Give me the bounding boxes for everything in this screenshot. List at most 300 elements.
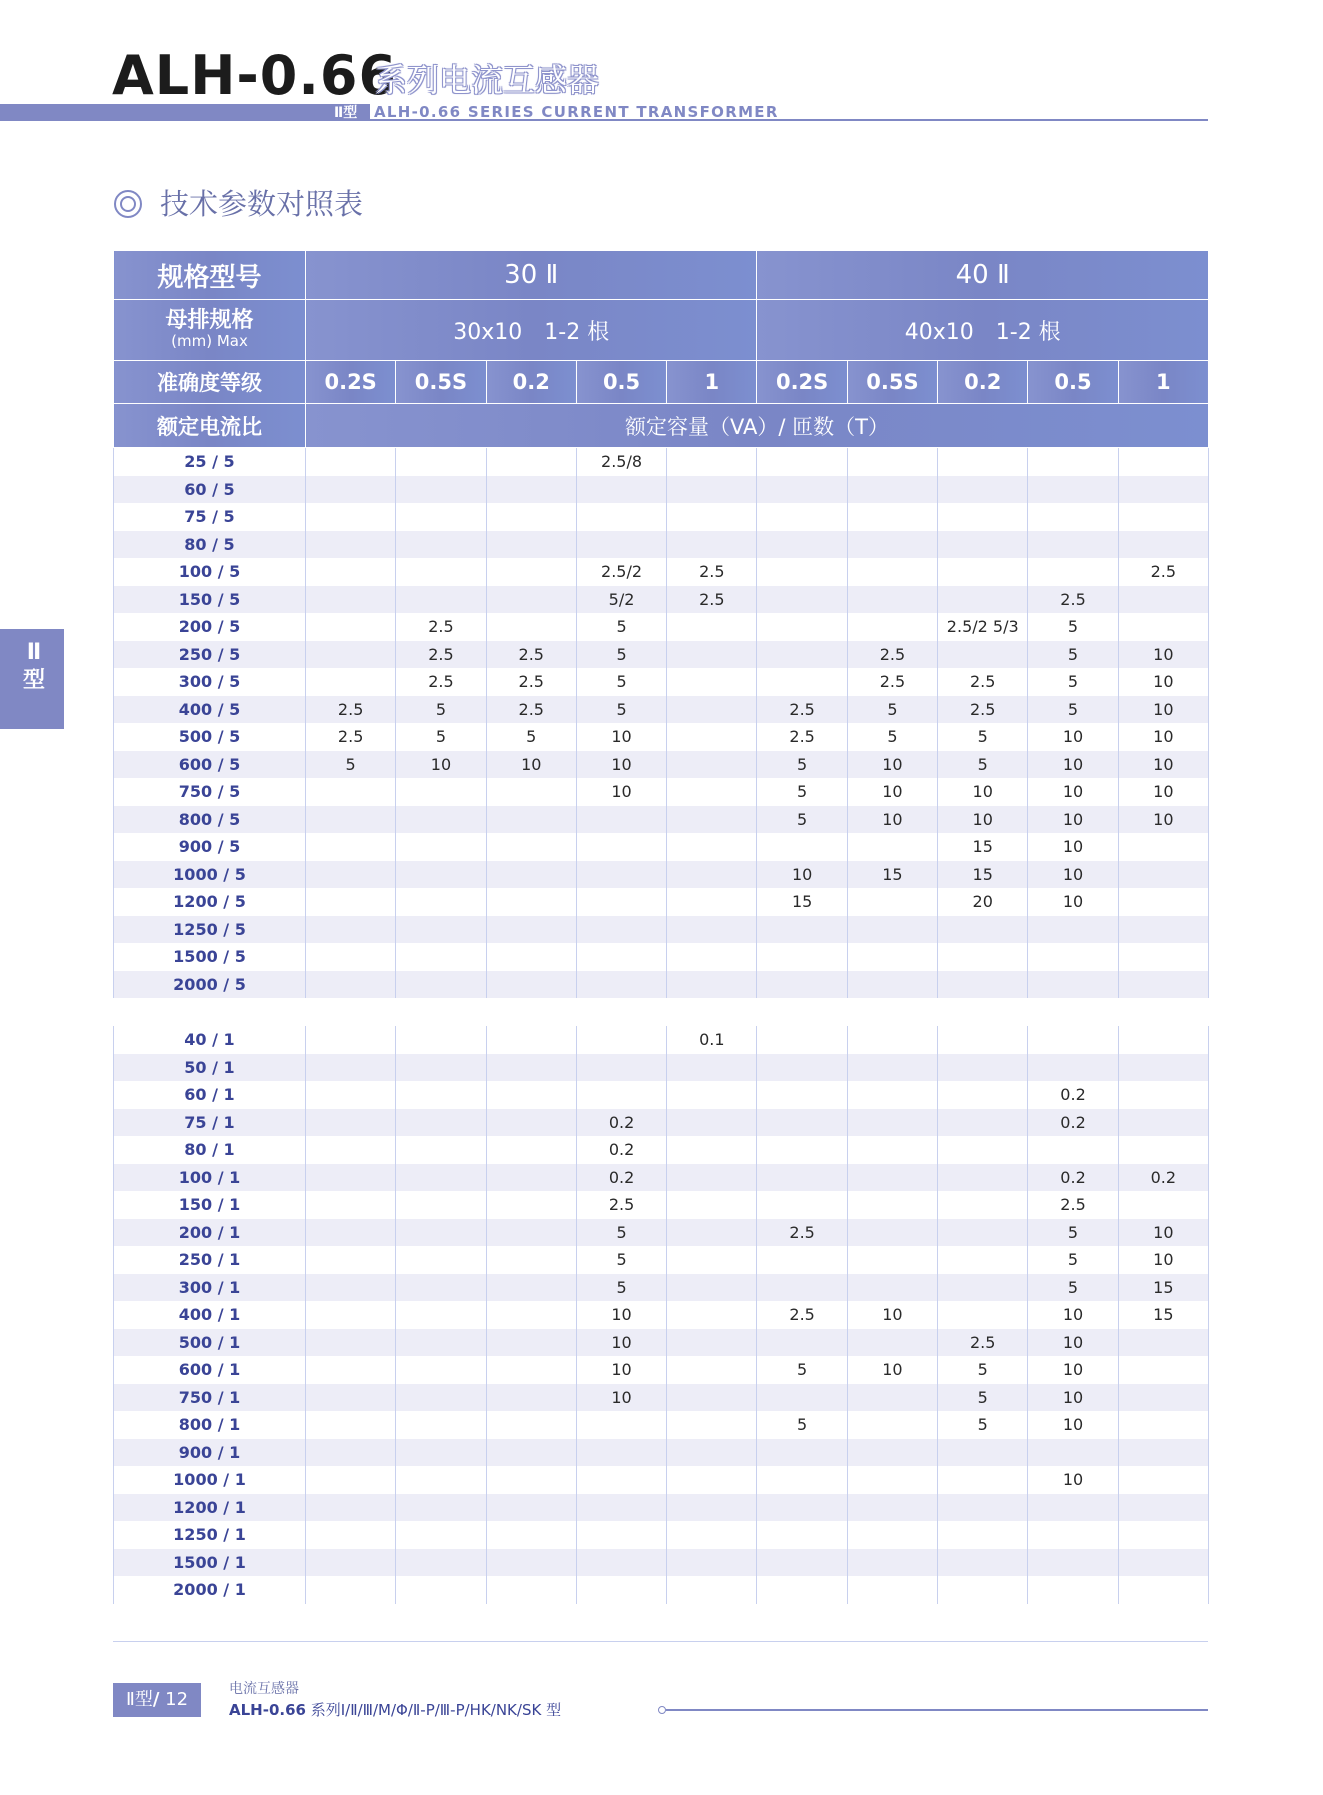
capacity-cell	[757, 558, 847, 586]
capacity-cell	[396, 778, 486, 806]
capacity-cell: 0.2	[1028, 1081, 1118, 1109]
capacity-cell	[396, 1329, 486, 1357]
capacity-cell: 5	[576, 613, 666, 641]
capacity-cell: 2.5/2 5/3	[938, 613, 1028, 641]
capacity-cell	[486, 1466, 576, 1494]
capacity-cell	[306, 861, 396, 889]
capacity-cell	[757, 1494, 847, 1522]
capacity-cell	[486, 943, 576, 971]
capacity-cell	[667, 723, 757, 751]
capacity-cell	[757, 1136, 847, 1164]
capacity-cell	[396, 531, 486, 559]
capacity-cell	[576, 971, 666, 999]
double-circle-icon	[114, 190, 142, 218]
ratio-cell: 60 / 5	[114, 476, 306, 504]
capacity-cell: 10	[757, 861, 847, 889]
capacity-cell	[396, 833, 486, 861]
ratio-cell: 200 / 5	[114, 613, 306, 641]
capacity-cell: 10	[1028, 833, 1118, 861]
page-badge	[113, 1683, 201, 1717]
ratio-cell: 1500 / 5	[114, 943, 306, 971]
table-row	[114, 476, 1209, 504]
capacity-cell	[576, 1054, 666, 1082]
capacity-cell: 2.5	[667, 558, 757, 586]
busbar-label	[114, 300, 306, 361]
capacity-cell: 10	[576, 1356, 666, 1384]
capacity-cell	[938, 943, 1028, 971]
capacity-cell: 5	[1028, 668, 1118, 696]
accuracy-class-cell: 0.2	[938, 361, 1028, 404]
capacity-cell: 5	[757, 806, 847, 834]
capacity-cell	[486, 586, 576, 614]
product-title: ALH-0.66	[112, 44, 398, 107]
capacity-cell	[1028, 971, 1118, 999]
capacity-cell	[1028, 1054, 1118, 1082]
capacity-cell: 5	[1028, 1246, 1118, 1274]
capacity-cell	[938, 1301, 1028, 1329]
table-row	[114, 1164, 1209, 1192]
table-row	[114, 1026, 1209, 1054]
table-row	[114, 723, 1209, 751]
capacity-cell: 10	[1028, 806, 1118, 834]
capacity-cell	[576, 476, 666, 504]
capacity-cell	[667, 1439, 757, 1467]
capacity-cell: 5	[486, 723, 576, 751]
capacity-cell	[306, 943, 396, 971]
capacity-cell	[938, 641, 1028, 669]
capacity-cell	[938, 1274, 1028, 1302]
capacity-cell: 2.5	[306, 696, 396, 724]
capacity-cell	[486, 1439, 576, 1467]
capacity-cell: 5	[757, 1356, 847, 1384]
capacity-cell	[396, 1191, 486, 1219]
accuracy-class-cell: 0.5S	[847, 361, 937, 404]
capacity-cell	[1118, 943, 1208, 971]
capacity-cell	[576, 1081, 666, 1109]
capacity-cell	[486, 1549, 576, 1577]
capacity-cell: 10	[1028, 1301, 1118, 1329]
ratio-cell: 75 / 5	[114, 503, 306, 531]
capacity-cell	[576, 806, 666, 834]
capacity-cell: 5	[757, 751, 847, 779]
capacity-cell	[306, 778, 396, 806]
capacity-cell	[1118, 1329, 1208, 1357]
capacity-cell	[486, 1356, 576, 1384]
capacity-cell	[486, 613, 576, 641]
accuracy-class-cell: 0.5	[1028, 361, 1118, 404]
side-tab	[0, 629, 64, 729]
ratio-cell: 200 / 1	[114, 1219, 306, 1247]
capacity-cell	[306, 503, 396, 531]
capacity-cell	[396, 1274, 486, 1302]
capacity-cell	[1118, 833, 1208, 861]
capacity-cell	[847, 586, 937, 614]
table-row	[114, 1191, 1209, 1219]
capacity-cell	[306, 1329, 396, 1357]
ratio-cell: 300 / 1	[114, 1274, 306, 1302]
capacity-cell	[486, 531, 576, 559]
ratio-cell: 750 / 1	[114, 1384, 306, 1412]
capacity-cell	[938, 916, 1028, 944]
ratio-cell: 40 / 1	[114, 1026, 306, 1054]
capacity-cell	[1118, 916, 1208, 944]
accuracy-class-cell: 0.2	[486, 361, 576, 404]
capacity-cell	[486, 1219, 576, 1247]
capacity-cell: 10	[1028, 1329, 1118, 1357]
accuracy-class-cell: 0.5	[576, 361, 666, 404]
capacity-cell	[667, 1164, 757, 1192]
capacity-cell: 2.5	[576, 1191, 666, 1219]
capacity-cell	[667, 1274, 757, 1302]
ratio-cell: 80 / 1	[114, 1136, 306, 1164]
capacity-cell	[306, 586, 396, 614]
capacity-cell: 10	[576, 751, 666, 779]
ratio-cell: 900 / 1	[114, 1439, 306, 1467]
capacity-cell	[486, 1301, 576, 1329]
capacity-cell	[757, 943, 847, 971]
page-type: Ⅱ型	[125, 1689, 153, 1710]
table-row	[114, 1246, 1209, 1274]
capacity-cell	[667, 888, 757, 916]
table-row	[114, 1081, 1209, 1109]
capacity-cell: 5	[938, 751, 1028, 779]
capacity-cell: 2.5	[757, 1301, 847, 1329]
capacity-cell	[667, 833, 757, 861]
table-row	[114, 1136, 1209, 1164]
capacity-cell	[396, 1549, 486, 1577]
capacity-cell: 5	[757, 1411, 847, 1439]
capacity-cell	[757, 833, 847, 861]
ratio-cell: 250 / 5	[114, 641, 306, 669]
capacity-cell	[938, 1219, 1028, 1247]
capacity-cell	[396, 476, 486, 504]
capacity-cell	[667, 1301, 757, 1329]
capacity-cell	[1118, 1109, 1208, 1137]
capacity-cell: 5	[938, 723, 1028, 751]
footer-series	[229, 1700, 561, 1720]
capacity-cell	[486, 503, 576, 531]
capacity-cell	[1028, 1521, 1118, 1549]
capacity-cell	[757, 613, 847, 641]
ratio-cell: 75 / 1	[114, 1109, 306, 1137]
capacity-cell: 10	[1118, 778, 1208, 806]
capacity-cell	[938, 1054, 1028, 1082]
capacity-cell	[667, 778, 757, 806]
capacity-cell	[667, 1191, 757, 1219]
capacity-cell	[847, 558, 937, 586]
capacity-cell: 5	[1028, 696, 1118, 724]
capacity-cell: 5	[938, 1411, 1028, 1439]
capacity-cell: 5	[576, 1219, 666, 1247]
capacity-cell	[306, 888, 396, 916]
capacity-cell: 10	[847, 1301, 937, 1329]
capacity-cell	[396, 1109, 486, 1137]
capacity-cell: 10	[847, 1356, 937, 1384]
capacity-cell: 10	[486, 751, 576, 779]
capacity-cell	[847, 1466, 937, 1494]
capacity-cell	[486, 1494, 576, 1522]
group-name-40: 40 Ⅱ	[757, 251, 1208, 300]
ratio-cell: 150 / 5	[114, 586, 306, 614]
table-row	[114, 916, 1209, 944]
capacity-cell	[306, 1466, 396, 1494]
capacity-cell	[306, 476, 396, 504]
capacity-cell	[667, 806, 757, 834]
capacity-cell	[847, 1081, 937, 1109]
ratio-cell: 400 / 1	[114, 1301, 306, 1329]
capacity-cell	[667, 1384, 757, 1412]
capacity-cell	[306, 1494, 396, 1522]
ratio-cell: 300 / 5	[114, 668, 306, 696]
capacity-cell	[847, 1109, 937, 1137]
capacity-cell	[306, 1411, 396, 1439]
capacity-cell	[486, 558, 576, 586]
capacity-cell	[306, 1219, 396, 1247]
capacity-cell	[847, 1026, 937, 1054]
capacity-cell	[667, 1356, 757, 1384]
capacity-cell	[1118, 1549, 1208, 1577]
ratio-cell: 1250 / 1	[114, 1521, 306, 1549]
capacity-cell	[1118, 1466, 1208, 1494]
accuracy-class-cell: 1	[667, 361, 757, 404]
capacity-cell	[306, 448, 396, 476]
capacity-cell: 10	[576, 778, 666, 806]
capacity-cell: 10	[1028, 861, 1118, 889]
capacity-cell	[1118, 1439, 1208, 1467]
capacity-cell	[757, 1466, 847, 1494]
ratio-cell: 1500 / 1	[114, 1549, 306, 1577]
capacity-cell	[847, 888, 937, 916]
busbar-label-text: 母排规格	[165, 308, 254, 333]
capacity-cell	[396, 1164, 486, 1192]
capacity-cell: 2.5	[486, 641, 576, 669]
capacity-cell	[1118, 531, 1208, 559]
table-row	[114, 888, 1209, 916]
table-row	[114, 668, 1209, 696]
capacity-cell	[1028, 916, 1118, 944]
capacity-cell: 2.5	[1028, 586, 1118, 614]
capacity-cell	[757, 668, 847, 696]
ratio-cell: 25 / 5	[114, 448, 306, 476]
capacity-cell	[847, 1246, 937, 1274]
capacity-cell	[306, 1439, 396, 1467]
capacity-cell	[667, 476, 757, 504]
capacity-cell	[396, 586, 486, 614]
table-row	[114, 641, 1209, 669]
capacity-cell	[847, 503, 937, 531]
table-row	[114, 1411, 1209, 1439]
capacity-cell	[667, 1054, 757, 1082]
capacity-cell	[667, 861, 757, 889]
capacity-cell	[486, 448, 576, 476]
capacity-cell	[757, 1549, 847, 1577]
table-row	[114, 1521, 1209, 1549]
capacity-cell	[306, 1136, 396, 1164]
table-row	[114, 1274, 1209, 1302]
capacity-cell: 2.5	[938, 1329, 1028, 1357]
table-header	[114, 251, 1209, 448]
capacity-cell	[1028, 1439, 1118, 1467]
capacity-cell	[306, 558, 396, 586]
capacity-cell: 10	[576, 1329, 666, 1357]
capacity-cell	[847, 448, 937, 476]
ratio-cell: 1000 / 1	[114, 1466, 306, 1494]
group-name-30: 30 Ⅱ	[306, 251, 757, 300]
capacity-cell	[1028, 476, 1118, 504]
capacity-cell	[486, 1411, 576, 1439]
capacity-cell	[938, 1494, 1028, 1522]
capacity-cell	[757, 586, 847, 614]
capacity-cell: 2.5	[667, 586, 757, 614]
capacity-cell: 10	[938, 806, 1028, 834]
capacity-cell: 15	[938, 861, 1028, 889]
capacity-cell	[1118, 1411, 1208, 1439]
capacity-cell	[1118, 1384, 1208, 1412]
table-row	[114, 531, 1209, 559]
ratio-cell: 1200 / 5	[114, 888, 306, 916]
capacity-cell	[486, 1081, 576, 1109]
capacity-cell	[847, 1191, 937, 1219]
capacity-cell	[667, 751, 757, 779]
capacity-cell	[847, 1521, 937, 1549]
capacity-cell	[576, 916, 666, 944]
footer-dot-icon	[658, 1706, 666, 1714]
capacity-cell	[306, 1246, 396, 1274]
ratio-cell: 1200 / 1	[114, 1494, 306, 1522]
capacity-cell	[396, 448, 486, 476]
table-row	[114, 586, 1209, 614]
capacity-cell	[306, 1384, 396, 1412]
table-row	[114, 751, 1209, 779]
ratio-cell: 800 / 1	[114, 1411, 306, 1439]
block-gap	[114, 998, 1209, 1026]
capacity-cell	[1118, 448, 1208, 476]
spec-table	[113, 250, 1208, 1642]
capacity-cell	[1118, 586, 1208, 614]
capacity-cell	[306, 668, 396, 696]
gap-cell	[114, 998, 1209, 1026]
accuracy-class-cell: 1	[1118, 361, 1208, 404]
capacity-cell	[396, 1384, 486, 1412]
capacity-cell: 0.2	[576, 1109, 666, 1137]
capacity-cell	[396, 503, 486, 531]
capacity-cell	[396, 1466, 486, 1494]
capacity-cell	[396, 1494, 486, 1522]
capacity-cell	[1118, 613, 1208, 641]
table-row	[114, 558, 1209, 586]
capacity-cell	[306, 806, 396, 834]
capacity-cell	[576, 531, 666, 559]
capacity-cell	[486, 971, 576, 999]
capacity-cell	[757, 1164, 847, 1192]
table-row	[114, 833, 1209, 861]
capacity-cell	[757, 448, 847, 476]
capacity-cell	[757, 503, 847, 531]
capacity-cell	[938, 448, 1028, 476]
capacity-cell: 10	[1118, 806, 1208, 834]
capacity-cell	[847, 1164, 937, 1192]
capacity-cell	[757, 531, 847, 559]
capacity-cell: 2.5	[396, 613, 486, 641]
capacity-cell: 10	[1118, 751, 1208, 779]
capacity-cell	[306, 1026, 396, 1054]
capacity-cell	[486, 1576, 576, 1604]
block-1a	[114, 1026, 1209, 1604]
table-row	[114, 448, 1209, 476]
capacity-cell	[847, 1384, 937, 1412]
capacity-cell	[667, 503, 757, 531]
side-tab-label: Ⅱ型	[22, 640, 45, 693]
capacity-cell	[667, 1466, 757, 1494]
capacity-cell: 10	[1118, 1219, 1208, 1247]
block-5a	[114, 448, 1209, 999]
product-subtitle-en: ALH-0.66 SERIES CURRENT TRANSFORMER	[374, 103, 779, 121]
ratio-cell: 60 / 1	[114, 1081, 306, 1109]
capacity-cell: 5	[938, 1384, 1028, 1412]
capacity-cell: 5/2	[576, 586, 666, 614]
capacity-cell	[667, 1576, 757, 1604]
capacity-cell: 5	[1028, 1274, 1118, 1302]
capacity-cell	[576, 503, 666, 531]
capacity-cell	[757, 1274, 847, 1302]
capacity-cell	[938, 1439, 1028, 1467]
capacity-cell	[486, 1026, 576, 1054]
capacity-cell	[486, 1521, 576, 1549]
capacity-cell: 10	[576, 723, 666, 751]
capacity-cell	[486, 833, 576, 861]
capacity-cell	[667, 641, 757, 669]
capacity-cell	[486, 916, 576, 944]
capacity-cell	[306, 1191, 396, 1219]
ratio-cell: 800 / 5	[114, 806, 306, 834]
capacity-cell: 2.5	[938, 668, 1028, 696]
capacity-cell: 5	[576, 696, 666, 724]
capacity-cell: 5	[576, 668, 666, 696]
capacity-cell: 5	[306, 751, 396, 779]
capacity-cell: 10	[1118, 696, 1208, 724]
capacity-cell	[757, 1191, 847, 1219]
capacity-cell	[396, 861, 486, 889]
table-row	[114, 1439, 1209, 1467]
capacity-cell: 2.5/8	[576, 448, 666, 476]
capacity-cell	[306, 1521, 396, 1549]
capacity-cell: 10	[576, 1384, 666, 1412]
page-separator: /	[152, 1689, 160, 1710]
capacity-cell	[757, 1246, 847, 1274]
capacity-cell	[757, 971, 847, 999]
capacity-cell: 10	[1028, 1384, 1118, 1412]
table-row	[114, 778, 1209, 806]
capacity-cell	[667, 668, 757, 696]
capacity-cell: 10	[847, 751, 937, 779]
model-label: 规格型号	[114, 251, 306, 300]
capacity-cell	[486, 806, 576, 834]
capacity-cell	[306, 1301, 396, 1329]
capacity-cell: 0.2	[1118, 1164, 1208, 1192]
capacity-cell	[938, 1191, 1028, 1219]
capacity-cell: 5	[576, 1246, 666, 1274]
capacity-cell: 0.2	[576, 1136, 666, 1164]
ratio-cell: 50 / 1	[114, 1054, 306, 1082]
table-bottom-rule	[113, 1641, 1208, 1642]
product-title-cn: 系列电流互感器	[375, 61, 600, 99]
capacity-cell	[486, 778, 576, 806]
capacity-cell	[306, 1356, 396, 1384]
capacity-cell	[938, 503, 1028, 531]
table-row	[114, 1109, 1209, 1137]
ratio-cell: 80 / 5	[114, 531, 306, 559]
capacity-cell	[576, 943, 666, 971]
